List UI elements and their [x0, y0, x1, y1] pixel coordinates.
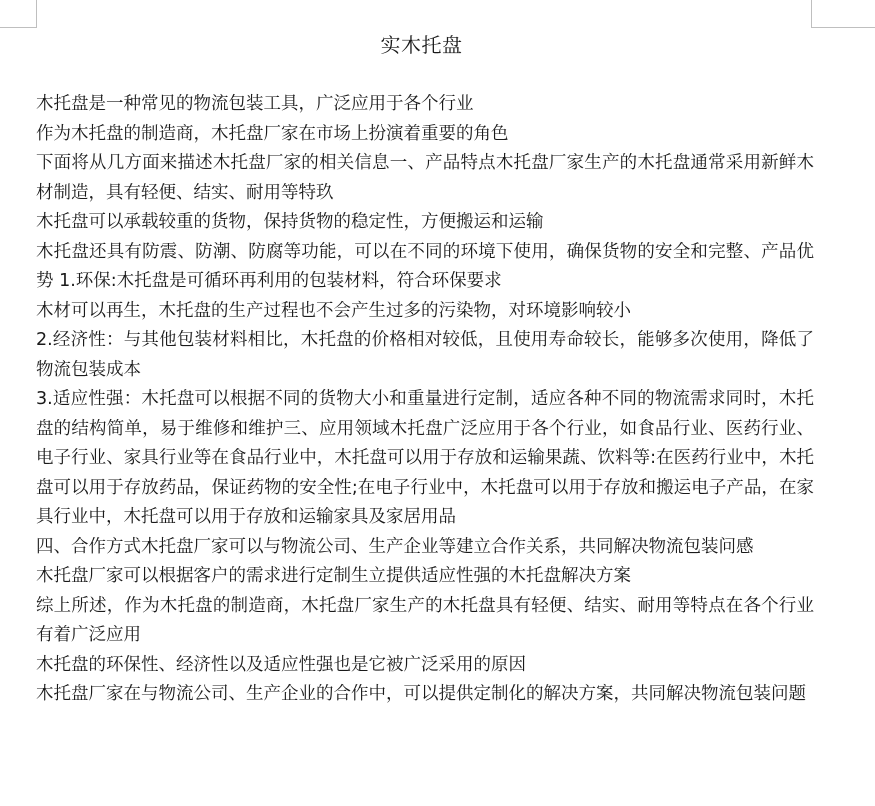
document-body: [36, 90, 814, 710]
crop-mark-top-right-horizontal: [811, 27, 875, 28]
paragraph: 木托盘的环保性、经济性以及适应性强也是它被广泛采用的原因: [36, 654, 526, 675]
paragraph: 3.适应性强：木托盘可以根据不同的货物大小和重量进行定制，适应各种不同的物流需求同时，木托盘的结构简单，易于维修和维护三、应用领域木托盘广泛应用于各个行业，如食品行业、医药行业、电子行业、家具行业等在食品行业中，木托盘可以用于存放和运输果蔬、饮料等:在医药行业中，木托盘可以用于存放药品，保证药物的安全性;在电子行业中，木托盘可以用于存放和搬运电子产品，在家具行业中，木托盘可以用于存放和运输家具及家居用品: [36, 389, 814, 527]
paragraph: 木托盘是一种常见的物流包装工具，广泛应用于各个行业: [36, 94, 474, 114]
paragraph: 木托盘厂家可以根据客户的需求进行定制生立提供适应性强的木托盘解决方案: [36, 566, 631, 586]
paragraph: 木托盘可以承载较重的货物，保持货物的稳定性，方便搬运和运输: [36, 212, 544, 232]
paragraph: 木托盘厂家在与物流公司、生产企业的合作中，可以提供定制化的解决方案，共同解决物流包装问题: [36, 684, 806, 704]
paragraph: 2.经济性：与其他包装材料相比，木托盘的价格相对较低，且使用寿命较长，能够多次使用，降低了物流包装成本: [36, 330, 814, 380]
document-title: 实木托盘: [380, 33, 463, 57]
paragraph: 下面将从几方面来描述木托盘厂家的相关信息一、产品特点木托盘厂家生产的木托盘通常采用新鲜木材制造，具有轻便、结实、耐用等特玖: [36, 153, 814, 203]
crop-mark-top-right-vertical: [811, 0, 812, 28]
crop-mark-top-left-horizontal: [0, 27, 37, 28]
paragraph: 综上所述，作为木托盘的制造商，木托盘厂家生产的木托盘具有轻便、结实、耐用等特点在各个行业有着广泛应用: [36, 595, 814, 645]
paragraph: 四、合作方式木托盘厂家可以与物流公司、生产企业等建立合作关系，共同解决物流包装问感: [36, 536, 754, 557]
paragraph: 木材可以再生，木托盘的生产过程也不会产生过多的污染物，对环境影响较小: [36, 300, 631, 321]
paragraph: 木托盘还具有防震、防潮、防腐等功能，可以在不同的环境下使用，确保货物的安全和完整、产品优势 1.环保:木托盘是可循环再利用的包装材料，符合环保要求: [36, 241, 814, 291]
crop-mark-top-left-vertical: [36, 0, 37, 28]
paragraph: 作为木托盘的制造商，木托盘厂家在市场上扮演着重要的角色: [36, 123, 509, 144]
